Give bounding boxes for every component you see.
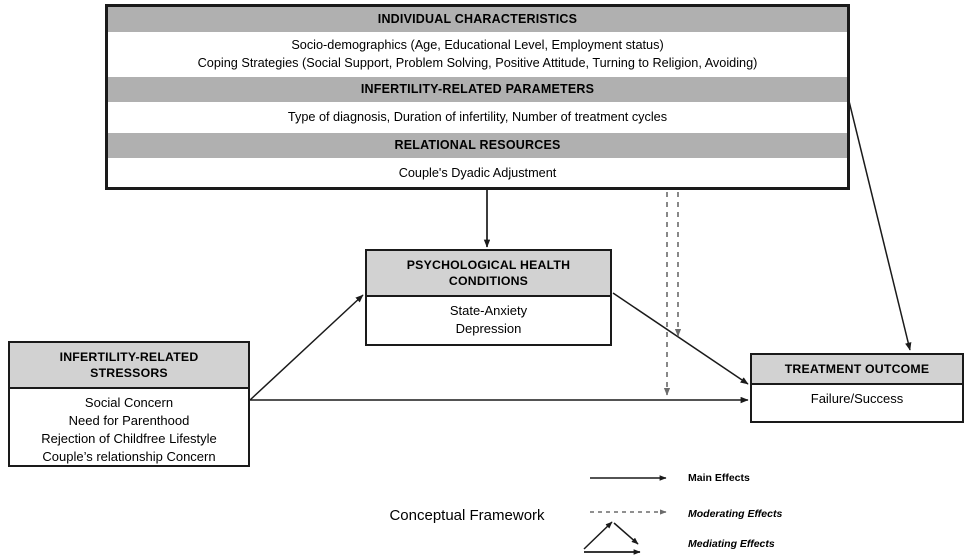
stressors-header-line-1: INFERTILITY-RELATED <box>59 350 199 364</box>
psych-item-depression: Depression <box>455 321 522 336</box>
stressor-item-need-for-parenthood: Need for Parenthood <box>68 413 190 428</box>
legend-label-main-effects: Main Effects <box>688 472 750 484</box>
psychological-health-conditions-header <box>367 251 610 297</box>
individual-characteristics-line-2: Coping Strategies (Social Support, Problem Solving, Positive Attitude, Turning to Religion, Avoiding) <box>197 56 758 70</box>
legend-label-mediating-effects: Mediating Effects <box>688 538 775 550</box>
infertility-related-stressors-node <box>8 341 250 467</box>
arrow-psych-to-outcome <box>613 293 748 384</box>
treatment-outcome-body: Failure/Success <box>810 391 904 406</box>
section-header-infertility-related-parameters: INFERTILITY-RELATED PARAMETERS <box>108 77 847 102</box>
infertility-related-stressors-header <box>10 343 248 389</box>
section-body-individual-characteristics <box>108 32 847 77</box>
arrow-characteristics-to-outcome <box>849 101 910 350</box>
stressors-header-line-2: STRESSORS <box>90 366 168 380</box>
legend <box>578 466 868 558</box>
infertility-related-stressors-body <box>10 389 248 472</box>
treatment-outcome-header: TREATMENT OUTCOME <box>752 355 962 385</box>
section-body-infertility-related-parameters: Type of diagnosis, Duration of infertility, Number of treatment cycles <box>287 110 668 124</box>
arrow-stressors-to-psych <box>250 295 363 400</box>
legend-label-moderating-effects: Moderating Effects <box>688 508 783 520</box>
psych-header-line-2: CONDITIONS <box>448 274 529 288</box>
stressor-item-couples-relationship-concern: Couple’s relationship Concern <box>42 449 216 464</box>
individual-characteristics-panel <box>105 4 850 190</box>
section-body-relational-resources: Couple's Dyadic Adjustment <box>398 166 557 180</box>
treatment-outcome-node <box>750 353 964 423</box>
section-header-individual-characteristics: INDIVIDUAL CHARACTERISTICS <box>108 7 847 32</box>
psych-item-state-anxiety: State-Anxiety <box>449 303 528 318</box>
diagram-caption: Conceptual Framework <box>389 507 545 524</box>
section-header-relational-resources: RELATIONAL RESOURCES <box>108 133 847 158</box>
stressor-item-rejection-of-childfree-lifestyle: Rejection of Childfree Lifestyle <box>41 431 217 446</box>
stressor-item-social-concern: Social Concern <box>84 395 174 410</box>
psychological-health-conditions-node <box>365 249 612 346</box>
psychological-health-conditions-body <box>367 297 610 344</box>
psych-header-line-1: PSYCHOLOGICAL HEALTH <box>406 258 571 272</box>
individual-characteristics-line-1: Socio-demographics (Age, Educational Level, Employment status) <box>291 38 664 52</box>
